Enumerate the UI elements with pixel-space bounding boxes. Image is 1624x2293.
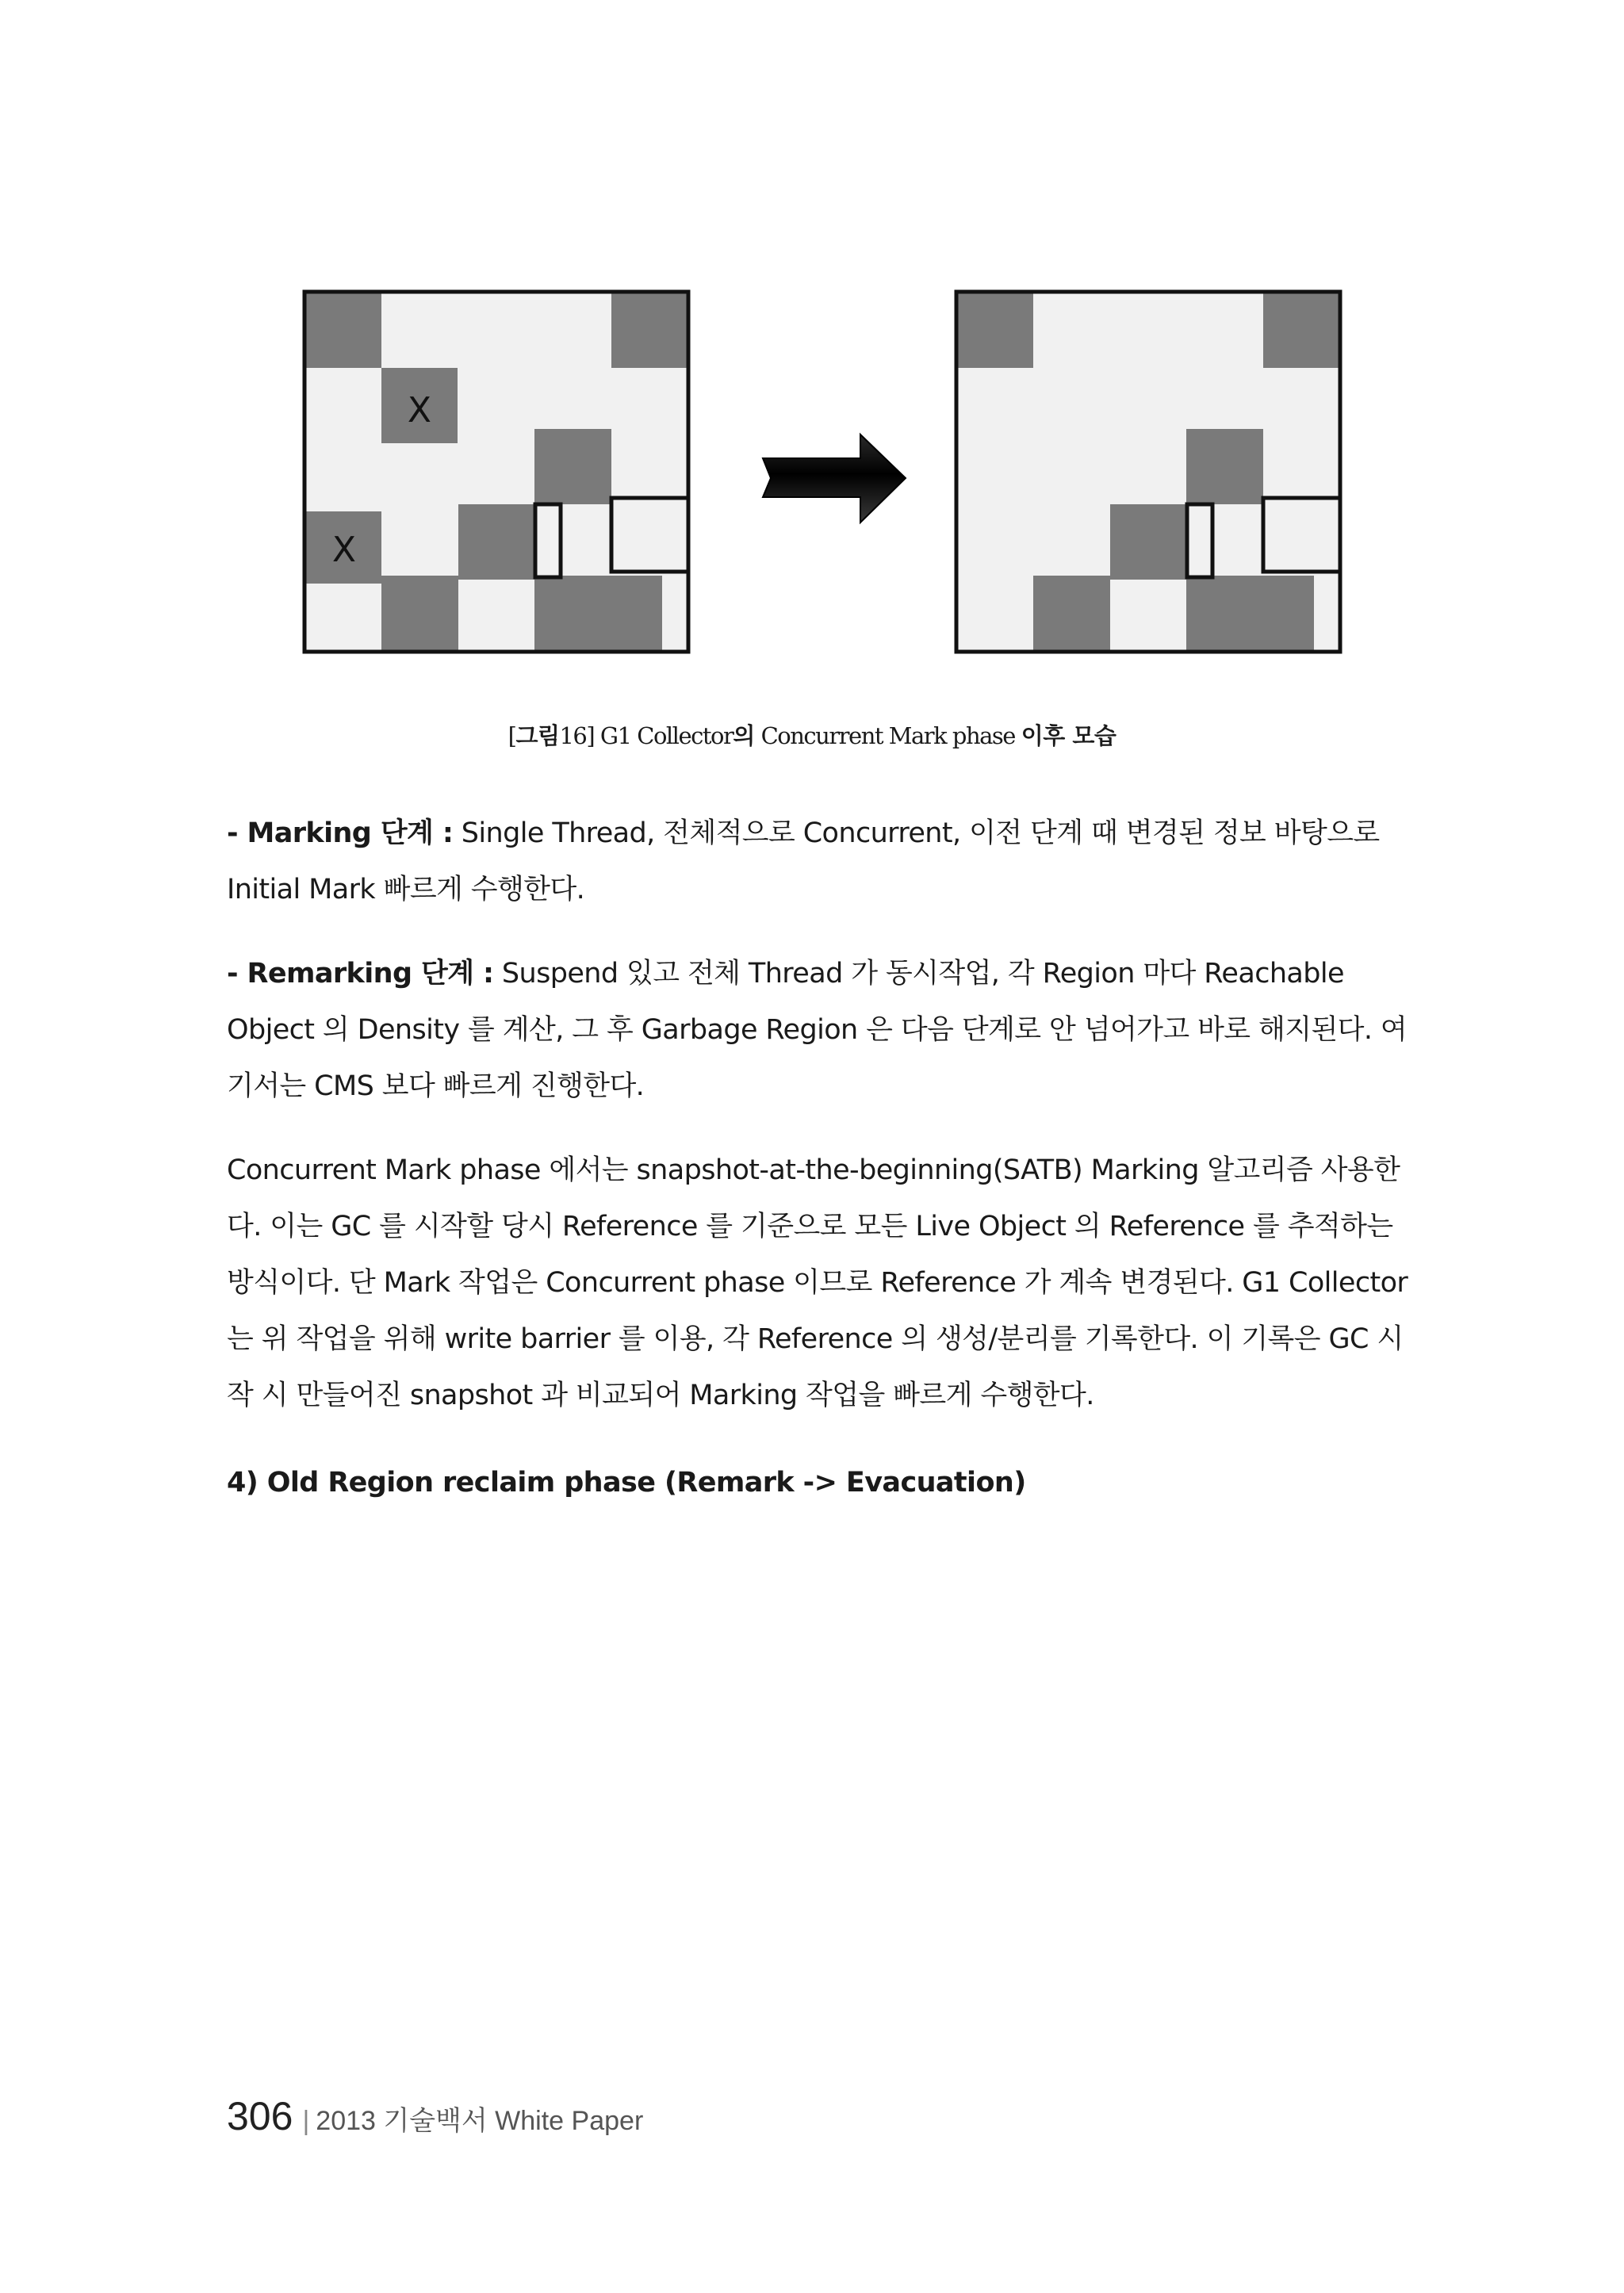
region-tile <box>1186 576 1263 651</box>
garbage-mark-x: X <box>407 390 432 431</box>
region-tile <box>611 576 662 651</box>
remarking-label: - Remarking 단계 : <box>227 958 494 990</box>
caption-suffix: 이후 모습 <box>1021 722 1116 749</box>
region-tile <box>1263 293 1339 368</box>
caption-fig-word: 그림 <box>515 722 560 749</box>
right-heap-grid <box>956 292 1340 652</box>
left-heap-grid <box>304 292 688 652</box>
marking-text: Single Thread, 전체적으로 Concurrent, 이전 단계 때 변경된 정보 바탕으로 Initial Mark 빠르게 수행한다. <box>227 817 1380 905</box>
region-tile <box>1033 576 1110 651</box>
region-tile <box>534 576 611 651</box>
arrow-icon <box>763 434 906 523</box>
section-heading: 4) Old Region reclaim phase (Remark -> Evacuation) <box>227 1467 1026 1499</box>
region-tile <box>1186 429 1263 504</box>
region-tile <box>305 293 381 368</box>
region-tile <box>458 504 534 580</box>
page-footer <box>227 2093 643 2139</box>
caption-fig-number: 16] G1 Collector <box>559 722 733 749</box>
region-tile <box>1263 576 1314 651</box>
page-number: 306 <box>227 2094 293 2138</box>
region-tile <box>534 429 611 504</box>
region-tile <box>957 293 1033 368</box>
marking-label: - Marking 단계 : <box>227 817 454 849</box>
region-tile <box>381 576 458 651</box>
caption-particle: 의 <box>733 722 755 749</box>
satb-paragraph: Concurrent Mark phase 에서는 snapshot-at-the-beginning(SATB) Marking 알고리즘 사용한다. 이는 GC 를 시작할 당시 Reference 를 기준으로 모든 Live Object 의 Reference 를 추적하는 방식이다. 단 Mark 작업은 Concurrent phase 이므로 Reference 가 계속 변경된다. G1 Collector 는 위 작업을 위해 write barrier 를 이용, 각 Reference 의 생성/분리를 기록한다. 이 기록은 GC 시작 시 만들어진 snapshot 과 비교되어 Marking 작업을 빠르게 수행한다. <box>227 1154 1408 1411</box>
region-tile <box>1110 504 1186 580</box>
region-tile <box>611 293 688 368</box>
figure-caption <box>0 718 1624 751</box>
footer-title: 2013 기술백서 White Paper <box>316 2106 644 2136</box>
marking-paragraph <box>227 806 1416 918</box>
figure-diagram <box>0 0 1624 682</box>
g1-region-diagram <box>0 0 1624 682</box>
caption-middle: Concurrent Mark phase <box>754 722 1021 749</box>
remarking-paragraph <box>227 946 1416 1115</box>
caption-bracket: [ <box>508 722 516 749</box>
remarking-text: Suspend 있고 전체 Thread 가 동시작업, 각 Region 마다 Reachable Object 의 Density 를 계산, 그 후 Garbage Region 은 다음 단계로 안 넘어가고 바로 해지된다. 여기서는 CMS 보다 빠르게 진행한다. <box>227 958 1408 1102</box>
garbage-mark-x: X <box>331 530 357 570</box>
footer-separator: | <box>302 2106 310 2136</box>
